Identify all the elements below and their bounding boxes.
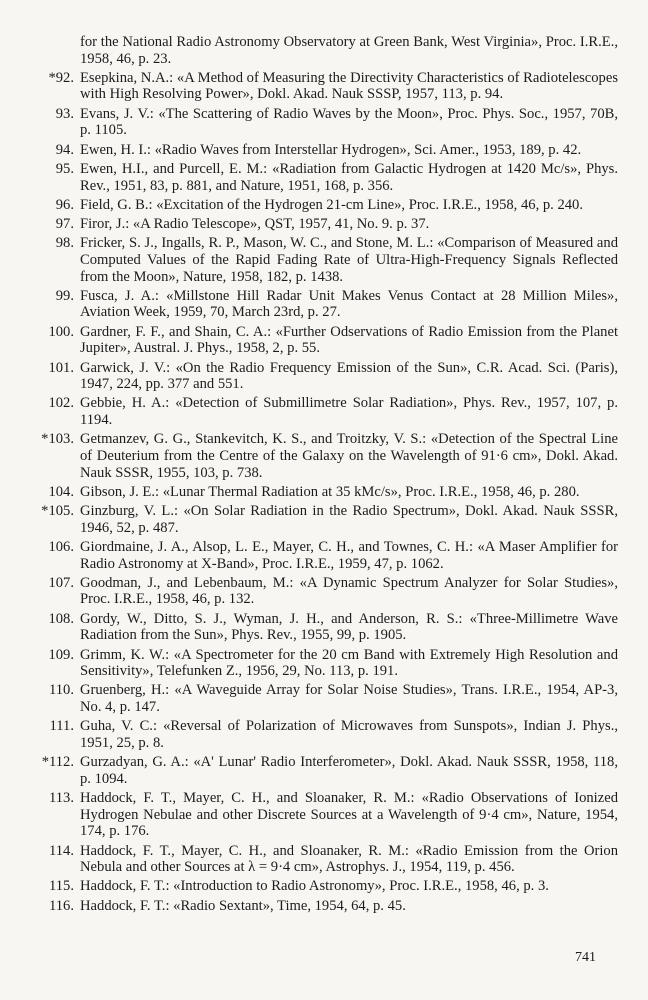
reference-text: Ewen, H.I., and Purcell, E. M.: «Radiation from Galactic Hydrogen at 1420 Mc/s», Phys. Rev., 1951, 83, p. 881, and Nature, 1951, 168, p. 356. bbox=[80, 160, 618, 194]
reference-text: Haddock, F. T.: «Radio Sextant», Time, 1954, 64, p. 45. bbox=[80, 897, 406, 914]
reference-text: Gardner, F. F., and Shain, C. A.: «Further Odservations of Radio Emission from the Planet Jupiter», Austral. J. Phys., 1958, 2, p. 55. bbox=[80, 323, 618, 357]
reference-entry bbox=[30, 754, 618, 787]
reference-text: Gebbie, H. A.: «Detection of Submillimetre Solar Radiation», Phys. Rev., 1957, 107, p. 1194. bbox=[80, 395, 618, 429]
reference-text: Guha, V. C.: «Reversal of Polarization of Microwaves from Sunspots», Indian J. Phys., 1951, 25, p. 8. bbox=[80, 718, 618, 751]
reference-entry bbox=[30, 647, 618, 680]
reference-number: 109. bbox=[48, 646, 74, 663]
reference-entry bbox=[30, 539, 618, 572]
reference-number: 108. bbox=[48, 610, 74, 627]
reference-entry bbox=[30, 611, 618, 644]
reference-number: 93. bbox=[55, 105, 74, 122]
reference-entry bbox=[30, 197, 618, 214]
reference-text: Haddock, F. T., Mayer, C. H., and Sloanaker, R. M.: «Radio Observations of Ionized Hydrogen Nebulae and other Discrete Sources at a Wavelength of 9·4 cm», Nature, 1954, 174, p. 176. bbox=[80, 790, 618, 840]
reference-entry bbox=[30, 216, 618, 233]
reference-number: 99. bbox=[55, 287, 74, 304]
reference-text: Getmanzev, G. G., Stankevitch, K. S., and Troitzky, V. S.: «Detection of the Spectral Line of Deuterium from the Centre of the Galaxy on the Wavelength of 91·6 cm», Dokl. Akad. Nauk SSSR, 1955, 103, p. 738. bbox=[80, 431, 618, 481]
reference-entry bbox=[30, 161, 618, 194]
reference-text: for the National Radio Astronomy Observatory at Green Bank, West Virginia», Proc. I.R.E., 1958, 46, p. 23. bbox=[80, 34, 618, 67]
reference-text: Gordy, W., Ditto, S. J., Wyman, J. H., and Anderson, R. S.: «Three-Millimetre Wave Radiation from the Sun», Phys. Rev., 1955, 99, p. 1905. bbox=[80, 610, 618, 644]
reference-text: Fusca, J. A.: «Millstone Hill Radar Unit Makes Venus Contact at 28 Million Miles», Aviation Week, 1959, 70, March 23rd, p. 27. bbox=[80, 287, 618, 321]
reference-entry bbox=[30, 395, 618, 428]
reference-entry bbox=[30, 288, 618, 321]
reference-text: Ewen, H. I.: «Radio Waves from Interstellar Hydrogen», Sci. Amer., 1953, 189, p. 42. bbox=[80, 141, 582, 158]
reference-text: Garwick, J. V.: «On the Radio Frequency Emission of the Sun», C.R. Acad. Sci. (Paris), 1947, 224, pp. 377 and 551. bbox=[80, 359, 618, 393]
reference-entry bbox=[30, 790, 618, 840]
reference-text: Gibson, J. E.: «Lunar Thermal Radiation at 35 kMc/s», Proc. I.R.E., 1958, 46, p. 280. bbox=[80, 483, 580, 500]
reference-number: 116. bbox=[49, 897, 74, 914]
reference-text: Gurzadyan, G. A.: «A' Lunar' Radio Interferometer», Dokl. Akad. Nauk SSSR, 1958, 118, p. 1094. bbox=[80, 754, 618, 787]
reference-entry bbox=[30, 575, 618, 608]
reference-number: 97. bbox=[55, 216, 74, 233]
reference-text: Haddock, F. T., Mayer, C. H., and Sloanaker, R. M.: «Radio Emission from the Orion Nebula and other Sources at λ = 9·4 cm», Astrophys. J., 1954, 119, p. 456. bbox=[80, 842, 618, 876]
reference-entry bbox=[30, 235, 618, 285]
reference-number: 106. bbox=[48, 538, 74, 555]
reference-number: 102. bbox=[48, 395, 74, 412]
reference-entry bbox=[30, 878, 618, 895]
reference-text: Firor, J.: «A Radio Telescope», QST, 1957, 41, No. 9. p. 37. bbox=[80, 216, 430, 233]
reference-entry bbox=[30, 106, 618, 139]
reference-list bbox=[30, 34, 618, 917]
reference-number: 95. bbox=[55, 160, 74, 177]
reference-text: Evans, J. V.: «The Scattering of Radio Waves by the Moon», Proc. Phys. Soc., 1957, 70B, p. 1105. bbox=[80, 105, 618, 139]
reference-number: *105. bbox=[41, 503, 74, 520]
reference-text: Haddock, F. T.: «Introduction to Radio Astronomy», Proc. I.R.E., 1958, 46, p. 3. bbox=[80, 878, 549, 895]
reference-number: *92. bbox=[48, 69, 74, 86]
reference-text: Gruenberg, H.: «A Waveguide Array for Solar Noise Studies», Trans. I.R.E., 1954, AP-3, No. 4, p. 147. bbox=[80, 682, 618, 716]
reference-entry bbox=[30, 431, 618, 481]
reference-number: *112. bbox=[41, 754, 74, 771]
reference-text: Field, G. B.: «Excitation of the Hydrogen 21-cm Line», Proc. I.R.E., 1958, 46, p. 240. bbox=[80, 196, 584, 213]
reference-entry bbox=[30, 718, 618, 751]
reference-number: *103. bbox=[41, 431, 74, 448]
reference-number: 107. bbox=[48, 574, 74, 591]
reference-entry bbox=[30, 682, 618, 715]
page-number: 741 bbox=[575, 950, 596, 965]
reference-entry bbox=[30, 142, 618, 159]
reference-number: 104. bbox=[48, 483, 74, 500]
reference-entry bbox=[30, 503, 618, 536]
reference-entry bbox=[30, 898, 618, 915]
reference-number: 98. bbox=[55, 235, 74, 252]
reference-text: Goodman, J., and Lebenbaum, M.: «A Dynamic Spectrum Analyzer for Solar Studies», Proc. I.R.E., 1958, 46, p. 132. bbox=[80, 574, 618, 608]
reference-entry bbox=[30, 34, 618, 67]
reference-text: Esepkina, N.A.: «A Method of Measuring the Directivity Characteristics of Radiotelescopes with High Resolving Power», Dokl. Akad. Nauk SSSP, 1957, 113, p. 94. bbox=[80, 69, 618, 103]
reference-entry bbox=[30, 843, 618, 876]
reference-number: 94. bbox=[55, 141, 74, 158]
reference-entry bbox=[30, 70, 618, 103]
reference-text: Giordmaine, J. A., Alsop, L. E., Mayer, C. H., and Townes, C. H.: «A Maser Amplifier for Radio Astronomy at X-Band», Proc. I.R.E., 1959, 47, p. 1062. bbox=[80, 538, 618, 572]
reference-number: 101. bbox=[48, 359, 74, 376]
reference-number: 114. bbox=[49, 842, 74, 859]
reference-entry bbox=[30, 324, 618, 357]
reference-entry bbox=[30, 484, 618, 501]
reference-number: 111. bbox=[49, 718, 74, 735]
reference-text: Grimm, K. W.: «A Spectrometer for the 20 cm Band with Extremely High Resolution and Sensitivity», Telefunken Z., 1956, 29, No. 113, p. 191. bbox=[80, 646, 618, 680]
reference-number: 110. bbox=[49, 682, 74, 699]
reference-number: 115. bbox=[49, 878, 74, 895]
reference-number: 96. bbox=[55, 196, 74, 213]
reference-entry bbox=[30, 360, 618, 393]
reference-text: Ginzburg, V. L.: «On Solar Radiation in the Radio Spectrum», Dokl. Akad. Nauk SSSR, 1946, 52, p. 487. bbox=[80, 503, 618, 536]
reference-text: Fricker, S. J., Ingalls, R. P., Mason, W. C., and Stone, M. L.: «Comparison of Measured and Computed Values of the Rapid Fading Rate of Ultra-High-Frequency Signals Reflected from the Moon», Nature, 1958, 182, p. 1438. bbox=[80, 235, 618, 285]
reference-number: 113. bbox=[49, 790, 74, 807]
reference-number: 100. bbox=[48, 323, 74, 340]
